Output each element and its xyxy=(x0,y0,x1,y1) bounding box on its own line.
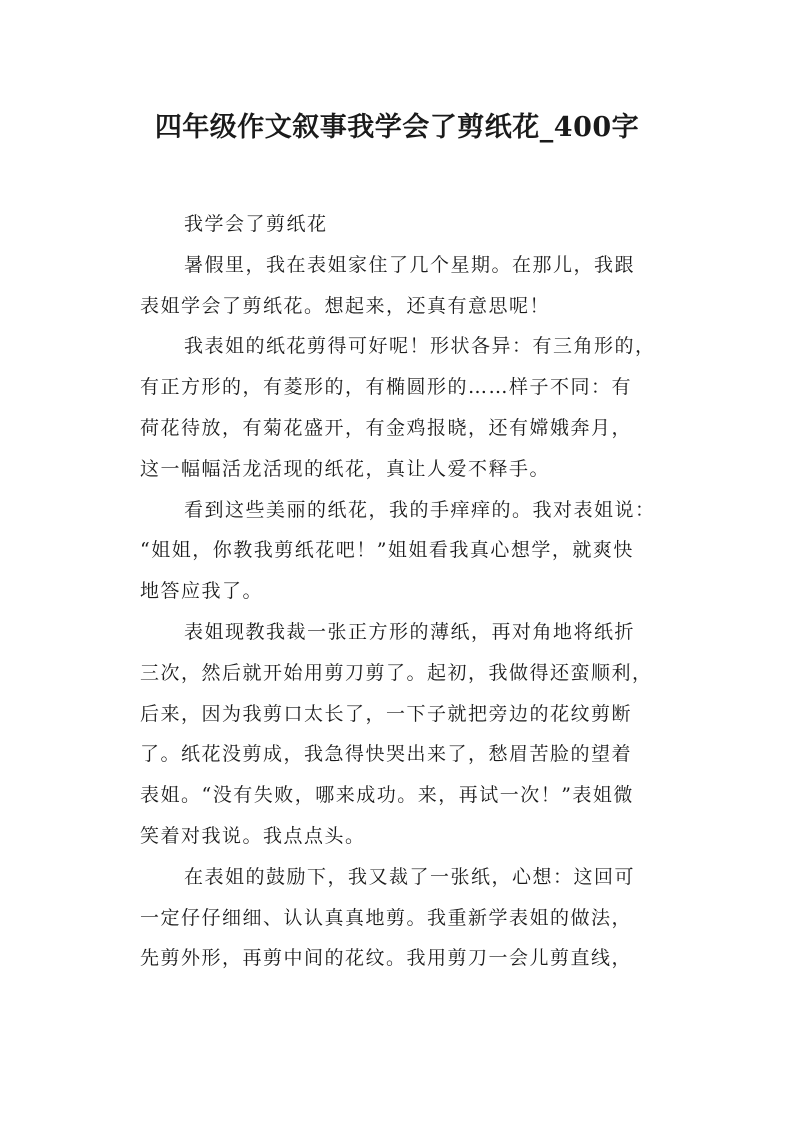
essay-subtitle: 我学会了剪纸花 xyxy=(184,213,328,235)
text-line: 表姐学会了剪纸花。想起来，还真有意思呢！ xyxy=(140,294,551,317)
text-line: 了。纸花没剪成，我急得快哭出来了，愁眉苦脸的望着 xyxy=(140,743,633,766)
text-line: 后来，因为我剪口太长了，一下子就把旁边的花纹剪断 xyxy=(140,702,633,725)
text-line: “姐姐，你教我剪纸花吧！”姐姐看我真心想学，就爽快 xyxy=(140,539,634,562)
text-line: 暑假里，我在表姐家住了几个星期。在那儿，我跟 xyxy=(184,253,636,276)
text-line: 地答应我了。 xyxy=(140,580,264,603)
text-line: 有正方形的，有菱形的，有椭圆形的……样子不同：有 xyxy=(140,376,633,399)
text-line: 荷花待放，有菊花盛开，有金鸡报晓，还有嫦娥奔月， xyxy=(140,416,633,439)
text-line: 三次，然后就开始用剪刀剪了。起初，我做得还蛮顺利， xyxy=(140,661,653,684)
text-line: 我表姐的纸花剪得可好呢！形状各异：有三角形的， xyxy=(184,335,656,358)
text-line: 表姐现教我裁一张正方形的薄纸，再对角地将纸折 xyxy=(184,620,636,643)
text-line: 表姐。“没有失败，哪来成功。来，再试一次！”表姐微 xyxy=(140,784,634,807)
text-line: 看到这些美丽的纸花，我的手痒痒的。我对表姐说： xyxy=(184,498,656,521)
text-line: 一定仔仔细细、认认真真地剪。我重新学表姐的做法， xyxy=(140,906,633,929)
essay-body xyxy=(140,204,670,979)
text-line: 笑着对我说。我点点头。 xyxy=(140,824,366,847)
text-line: 在表姐的鼓励下，我又裁了一张纸，心想：这回可 xyxy=(184,865,636,888)
text-line: 先剪外形，再剪中间的花纹。我用剪刀一会儿剪直线， xyxy=(140,947,633,970)
text-line: 这一幅幅活龙活现的纸花，真让人爱不释手。 xyxy=(140,457,551,480)
document-title: 四年级作文叙事我学会了剪纸花_400字 xyxy=(154,112,640,143)
